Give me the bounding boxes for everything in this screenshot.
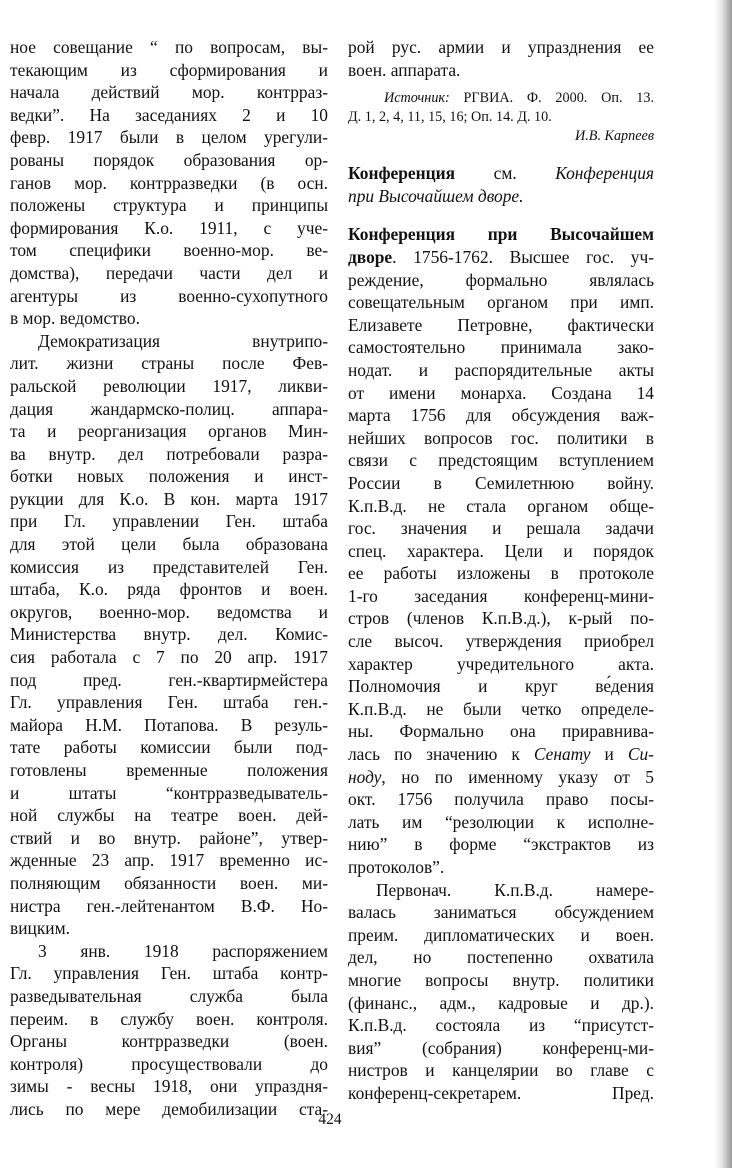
cross-reference-senate[interactable]: Сенату (533, 744, 591, 765)
text-line: стров (членов К.п.В.д.), к-рый по- (348, 608, 654, 629)
text-line: совещательным органом при имп. (348, 292, 654, 313)
text-line: вицким. (10, 918, 70, 939)
text-line: домства), передачи части дел и (10, 262, 328, 283)
text-line: реждение, формально являлась (348, 269, 654, 290)
text-line: под пред. ген.-квартирмейстера (10, 669, 328, 690)
page-number: 424 (318, 1111, 342, 1128)
source-line (348, 89, 654, 108)
text-line: характер учредительного акта. (348, 653, 654, 674)
text-line: при Гл. управлении Ген. штаба (10, 511, 328, 532)
text-line: та и реорганизация органов Мин- (10, 421, 328, 442)
text-line: ее работы изложены в протоколе (348, 563, 654, 584)
text-line: положены структура и принципы (10, 195, 328, 216)
text-line (348, 162, 654, 185)
text-line: Елизавете Петровне, фактически (348, 314, 654, 335)
text-line: Министерства внутр. дел. Комис- (10, 624, 328, 645)
text-line: К.п.В.д. не стала органом обще- (348, 495, 654, 516)
author-signature (348, 127, 654, 146)
text-line: ны. Формально она приравнива- (348, 721, 654, 742)
text-line: конференц-секретарем. Пред. (348, 1082, 654, 1103)
text-line: штаба, К.о. ряда фронтов и воен. (10, 579, 328, 600)
cross-reference[interactable]: Конференция (555, 163, 654, 184)
text-line: Органы контрразведки (воен. (10, 1031, 328, 1052)
text-line: рой рус. армии и упразднения ее (348, 37, 654, 57)
author-name: И.В. Карпеев (574, 128, 654, 145)
text-run: лась по значению к (348, 744, 534, 765)
text-line: нистра ген.-лейтенантом В.Ф. Но- (10, 895, 328, 916)
text-line: ведки”. На заседаниях 2 и 10 (10, 104, 328, 125)
text-line: дация жандармско-полиц. аппара- (10, 398, 328, 419)
left-column (10, 36, 328, 1121)
dictionary-entry (348, 223, 654, 1104)
text-line: Первонач. К.п.В.д. намере- (376, 879, 654, 900)
text-line (348, 766, 654, 789)
text-line: К.п.В.д. не были четко определе- (348, 698, 654, 719)
text-line: К.п.В.д. состояла из “присутст- (348, 1015, 654, 1036)
text-line: валась заниматься обсуждением (348, 902, 654, 923)
text-line: комиссия из представителей Ген. (10, 556, 328, 577)
text-line: 1-го заседания конференц-мини- (348, 585, 654, 606)
text-line: контроля) просуществовали до (10, 1053, 328, 1074)
text-line: сле высоч. утверждения приобрел (348, 631, 654, 652)
see-reference-label: см. (455, 163, 556, 184)
page-edge-shadow (714, 0, 732, 1168)
text-line: ботки новых положения и инст- (10, 466, 328, 487)
source-citation (348, 89, 654, 146)
text-line: февр. 1917 были в целом урегули- (10, 127, 328, 148)
text-line: для этой цели была образована (10, 534, 328, 555)
text-line: преим. дипломатических и воен. (348, 924, 654, 945)
text-line: лись по мере демобилизации ста- (10, 1098, 328, 1119)
text-line: гос. значения и решала задачи (348, 518, 654, 539)
cross-reference-synod[interactable]: ноду (348, 766, 382, 787)
text-run: . 1756-1762. Высшее гос. уч- (392, 246, 654, 267)
text-line: нию” в форме “экстрактов из (348, 834, 654, 855)
text-line: тате работы комиссии были под- (10, 737, 328, 758)
text-line: России в Семилетнюю войну. (348, 472, 654, 493)
text-line: нодат. и распорядительные акты (348, 359, 654, 380)
text-line: рукции для К.о. В кон. марта 1917 (10, 488, 328, 509)
text-line (348, 185, 654, 208)
paragraph (348, 36, 654, 81)
text-line: ганов мор. контрразведки (в осн. (10, 172, 328, 193)
text-line: ствий и во внутр. районе”, утвер- (10, 827, 328, 848)
text-line: нистров и канцелярии во главе с (348, 1060, 654, 1081)
spacer (348, 146, 654, 162)
text-line: марта 1756 для обсуждения важ- (348, 405, 654, 426)
text-line: переим. в службу воен. контроля. (10, 1008, 328, 1029)
text-line: дел, но постепенно охватила (348, 947, 654, 968)
text-line: разведывательная служба была (10, 985, 328, 1006)
text-line: нейших вопросов гос. политики в (348, 427, 654, 448)
text-line: вия” (собрания) конференц-ми- (348, 1037, 654, 1058)
paragraph (10, 330, 328, 940)
text-run: и (590, 744, 628, 765)
text-line: (финанс., адм., кадровые и др.). (348, 992, 654, 1013)
text-line: протоколов”. (348, 857, 445, 877)
text-line: многие вопросы внутр. политики (348, 969, 654, 990)
text-line: ной службы на театре воен. дей- (10, 805, 328, 826)
cross-reference-synod[interactable]: Си- (627, 744, 654, 765)
text-line: текающим из сформирования и (10, 59, 328, 80)
text-line: Полномочия и круг ве́дения (348, 676, 654, 697)
right-column (348, 36, 654, 1105)
text-line: в мор. ведомство. (10, 308, 140, 329)
text-line: рованы порядок образования ор- (10, 149, 328, 170)
spacer (348, 81, 654, 89)
text-line (348, 246, 654, 269)
text-line: агентуры из военно-сухопутного (10, 285, 328, 306)
cross-reference[interactable]: при Высочайшем дворе. (348, 185, 524, 206)
text-line: окт. 1756 получила право посы- (348, 789, 654, 810)
text-line (348, 223, 654, 246)
text-line: сия работала с 7 по 20 апр. 1917 (10, 647, 328, 668)
text-line: жденные 23 апр. 1917 временно ис- (10, 850, 328, 871)
entry-headword: Конференция (348, 163, 456, 184)
text-line: том специфики военно-мор. ве- (10, 240, 328, 261)
spacer (348, 207, 654, 223)
paragraph (10, 36, 328, 330)
text-line: самостоятельно принимала зако- (348, 337, 654, 358)
text-line: спец. характера. Цели и порядок (348, 540, 654, 561)
text-line: ва внутр. дел потребовали разра- (10, 443, 328, 464)
text-line: связи с предстоящим вступлением (348, 450, 654, 471)
text-line: готовлены временные положения (10, 760, 328, 780)
text-line: начала действий мор. контрраз- (10, 82, 328, 103)
text-line: ное совещание “ по вопросам, вы- (10, 37, 328, 57)
text-line: 3 янв. 1918 распоряжением (38, 940, 328, 961)
text-line: зимы - весны 1918, они упраздня- (10, 1076, 328, 1097)
dictionary-entry (348, 162, 654, 207)
text-line: и штаты “контрразведыватель- (10, 782, 328, 803)
entry-headword: дворе (348, 246, 393, 267)
text-line: полняющим обязанности воен. ми- (10, 872, 328, 893)
text-line: лит. жизни страны после Фев- (10, 353, 328, 374)
text-line: ральской революции 1917, ликви- (10, 375, 328, 396)
text-line: от имени монарха. Создана 14 (348, 382, 654, 403)
text-line: майора Н.М. Потапова. В резуль- (10, 714, 328, 735)
text-line (348, 743, 654, 766)
text-line: лать им “резолюции к исполне- (348, 811, 654, 832)
source-label: Источник: (384, 90, 450, 107)
entry-headword: Конференция при Высочайшем (348, 224, 654, 245)
source-text: РГВИА. Ф. 2000. Оп. 13. (449, 90, 654, 107)
text-line: формирования К.о. 1911, с уче- (10, 217, 328, 238)
text-line: округов, военно-мор. ведомства и (10, 601, 328, 622)
paragraph (10, 940, 328, 1121)
source-line: Д. 1, 2, 4, 11, 15, 16; Оп. 14. Д. 10. (348, 109, 552, 126)
text-line: воен. аппарата. (348, 59, 461, 80)
text-line: Гл. управления Ген. штаба контр- (10, 963, 328, 984)
text-run: , но по именному указу от 5 (381, 766, 654, 787)
text-line: Демократизация внутрипо- (38, 330, 328, 351)
text-line: Гл. управления Ген. штаба ген.- (10, 692, 328, 713)
